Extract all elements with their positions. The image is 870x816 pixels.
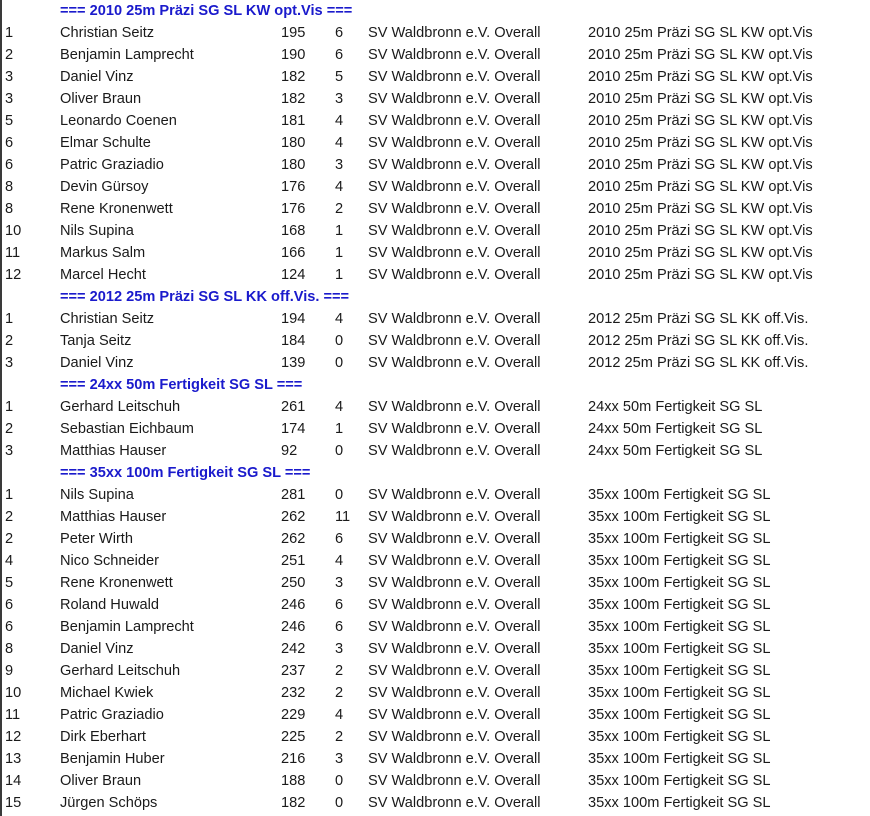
result-row	[0, 264, 870, 286]
rank-cell: 6	[5, 135, 14, 151]
rank-cell: 10	[5, 223, 22, 239]
count-cell: 6	[335, 47, 344, 63]
count-cell: 4	[335, 179, 344, 195]
result-row	[0, 242, 870, 264]
discipline-cell: 35xx 100m Fertigkeit SG SL	[588, 663, 771, 679]
count-cell: 2	[335, 201, 344, 217]
result-row	[0, 88, 870, 110]
club-cell: SV Waldbronn e.V. Overall	[368, 575, 541, 591]
shooter-name: Dirk Eberhart	[60, 729, 146, 745]
discipline-cell: 2010 25m Präzi SG SL KW opt.Vis	[588, 245, 813, 261]
discipline-cell: 2010 25m Präzi SG SL KW opt.Vis	[588, 113, 813, 129]
rank-cell: 6	[5, 619, 14, 635]
club-cell: SV Waldbronn e.V. Overall	[368, 751, 541, 767]
count-cell: 0	[335, 355, 344, 371]
rank-cell: 4	[5, 553, 14, 569]
score-cell: 262	[281, 509, 306, 525]
rank-cell: 2	[5, 333, 14, 349]
count-cell: 2	[335, 663, 344, 679]
rank-cell: 12	[5, 729, 22, 745]
club-cell: SV Waldbronn e.V. Overall	[368, 135, 541, 151]
club-cell: SV Waldbronn e.V. Overall	[368, 399, 541, 415]
shooter-name: Roland Huwald	[60, 597, 159, 613]
rank-cell: 1	[5, 399, 14, 415]
club-cell: SV Waldbronn e.V. Overall	[368, 487, 541, 503]
result-row	[0, 638, 870, 660]
score-cell: 232	[281, 685, 306, 701]
discipline-cell: 24xx 50m Fertigkeit SG SL	[588, 421, 763, 437]
discipline-cell: 35xx 100m Fertigkeit SG SL	[588, 795, 771, 811]
count-cell: 0	[335, 773, 344, 789]
shooter-name: Daniel Vinz	[60, 355, 134, 371]
count-cell: 0	[335, 487, 344, 503]
shooter-name: Benjamin Lamprecht	[60, 47, 194, 63]
club-cell: SV Waldbronn e.V. Overall	[368, 223, 541, 239]
discipline-cell: 35xx 100m Fertigkeit SG SL	[588, 729, 771, 745]
rank-cell: 5	[5, 575, 14, 591]
score-cell: 182	[281, 91, 306, 107]
count-cell: 4	[335, 135, 344, 151]
score-cell: 281	[281, 487, 306, 503]
rank-cell: 2	[5, 421, 14, 437]
discipline-cell: 2010 25m Präzi SG SL KW opt.Vis	[588, 267, 813, 283]
result-row	[0, 770, 870, 792]
shooter-name: Nico Schneider	[60, 553, 159, 569]
rank-cell: 10	[5, 685, 22, 701]
score-cell: 181	[281, 113, 306, 129]
count-cell: 3	[335, 641, 344, 657]
rank-cell: 2	[5, 509, 14, 525]
discipline-cell: 35xx 100m Fertigkeit SG SL	[588, 531, 771, 547]
count-cell: 4	[335, 113, 344, 129]
score-cell: 190	[281, 47, 306, 63]
result-row	[0, 748, 870, 770]
discipline-cell: 35xx 100m Fertigkeit SG SL	[588, 619, 771, 635]
rank-cell: 1	[5, 311, 14, 327]
club-cell: SV Waldbronn e.V. Overall	[368, 179, 541, 195]
section-title: === 24xx 50m Fertigkeit SG SL ===	[60, 377, 303, 393]
shooter-name: Gerhard Leitschuh	[60, 663, 181, 679]
count-cell: 3	[335, 751, 344, 767]
rank-cell: 11	[5, 245, 21, 261]
result-row	[0, 132, 870, 154]
club-cell: SV Waldbronn e.V. Overall	[368, 69, 541, 85]
rank-cell: 12	[5, 267, 22, 283]
club-cell: SV Waldbronn e.V. Overall	[368, 619, 541, 635]
shooter-name: Matthias Hauser	[60, 509, 167, 525]
discipline-cell: 2010 25m Präzi SG SL KW opt.Vis	[588, 47, 813, 63]
result-row	[0, 220, 870, 242]
rank-cell: 5	[5, 113, 14, 129]
count-cell: 1	[335, 267, 344, 283]
club-cell: SV Waldbronn e.V. Overall	[368, 267, 541, 283]
club-cell: SV Waldbronn e.V. Overall	[368, 245, 541, 261]
result-row	[0, 154, 870, 176]
score-cell: 180	[281, 135, 306, 151]
club-cell: SV Waldbronn e.V. Overall	[368, 201, 541, 217]
result-row	[0, 44, 870, 66]
shooter-name: Rene Kronenwett	[60, 575, 173, 591]
result-row	[0, 616, 870, 638]
result-row	[0, 198, 870, 220]
count-cell: 6	[335, 597, 344, 613]
result-row	[0, 594, 870, 616]
score-cell: 180	[281, 157, 306, 173]
shooter-name: Oliver Braun	[60, 91, 142, 107]
club-cell: SV Waldbronn e.V. Overall	[368, 795, 541, 811]
score-cell: 166	[281, 245, 306, 261]
shooter-name: Nils Supina	[60, 223, 134, 239]
club-cell: SV Waldbronn e.V. Overall	[368, 47, 541, 63]
club-cell: SV Waldbronn e.V. Overall	[368, 531, 541, 547]
score-cell: 261	[281, 399, 306, 415]
discipline-cell: 2010 25m Präzi SG SL KW opt.Vis	[588, 91, 813, 107]
result-row	[0, 572, 870, 594]
rank-cell: 2	[5, 47, 14, 63]
shooter-name: Gerhard Leitschuh	[60, 399, 181, 415]
count-cell: 0	[335, 795, 344, 811]
shooter-name: Benjamin Lamprecht	[60, 619, 194, 635]
count-cell: 5	[335, 69, 344, 85]
club-cell: SV Waldbronn e.V. Overall	[368, 113, 541, 129]
discipline-cell: 2012 25m Präzi SG SL KK off.Vis.	[588, 355, 809, 371]
club-cell: SV Waldbronn e.V. Overall	[368, 421, 541, 437]
rank-cell: 14	[5, 773, 22, 789]
shooter-name: Marcel Hecht	[60, 267, 146, 283]
score-cell: 176	[281, 201, 306, 217]
result-row	[0, 550, 870, 572]
count-cell: 11	[335, 509, 351, 525]
score-cell: 182	[281, 795, 306, 811]
discipline-cell: 35xx 100m Fertigkeit SG SL	[588, 707, 771, 723]
discipline-cell: 2010 25m Präzi SG SL KW opt.Vis	[588, 69, 813, 85]
shooter-name: Jürgen Schöps	[60, 795, 158, 811]
shooter-name: Michael Kwiek	[60, 685, 154, 701]
section-header	[0, 462, 870, 484]
shooter-name: Oliver Braun	[60, 773, 142, 789]
result-row	[0, 528, 870, 550]
count-cell: 1	[335, 245, 344, 261]
result-row	[0, 792, 870, 814]
shooter-name: Elmar Schulte	[60, 135, 151, 151]
score-cell: 182	[281, 69, 306, 85]
result-row	[0, 22, 870, 44]
section-title: === 2010 25m Präzi SG SL KW opt.Vis ===	[60, 3, 353, 19]
club-cell: SV Waldbronn e.V. Overall	[368, 355, 541, 371]
count-cell: 4	[335, 553, 344, 569]
discipline-cell: 35xx 100m Fertigkeit SG SL	[588, 487, 771, 503]
club-cell: SV Waldbronn e.V. Overall	[368, 707, 541, 723]
club-cell: SV Waldbronn e.V. Overall	[368, 311, 541, 327]
result-row	[0, 308, 870, 330]
score-cell: 225	[281, 729, 306, 745]
result-row	[0, 660, 870, 682]
rank-cell: 6	[5, 597, 14, 613]
rank-cell: 8	[5, 179, 14, 195]
result-row	[0, 506, 870, 528]
score-cell: 229	[281, 707, 306, 723]
club-cell: SV Waldbronn e.V. Overall	[368, 597, 541, 613]
score-cell: 124	[281, 267, 306, 283]
score-cell: 246	[281, 597, 306, 613]
count-cell: 3	[335, 575, 344, 591]
count-cell: 4	[335, 707, 344, 723]
result-row	[0, 396, 870, 418]
rank-cell: 13	[5, 751, 22, 767]
result-row	[0, 418, 870, 440]
club-cell: SV Waldbronn e.V. Overall	[368, 25, 541, 41]
shooter-name: Rene Kronenwett	[60, 201, 173, 217]
score-cell: 251	[281, 553, 306, 569]
discipline-cell: 2012 25m Präzi SG SL KK off.Vis.	[588, 333, 809, 349]
score-cell: 246	[281, 619, 306, 635]
shooter-name: Patric Graziadio	[60, 157, 164, 173]
shooter-name: Patric Graziadio	[60, 707, 164, 723]
score-cell: 242	[281, 641, 306, 657]
count-cell: 2	[335, 685, 344, 701]
count-cell: 6	[335, 25, 344, 41]
section-title: === 2012 25m Präzi SG SL KK off.Vis. ===	[60, 289, 350, 305]
rank-cell: 1	[5, 25, 14, 41]
club-cell: SV Waldbronn e.V. Overall	[368, 641, 541, 657]
discipline-cell: 35xx 100m Fertigkeit SG SL	[588, 509, 771, 525]
shooter-name: Sebastian Eichbaum	[60, 421, 194, 437]
club-cell: SV Waldbronn e.V. Overall	[368, 773, 541, 789]
discipline-cell: 2010 25m Präzi SG SL KW opt.Vis	[588, 135, 813, 151]
discipline-cell: 35xx 100m Fertigkeit SG SL	[588, 575, 771, 591]
rank-cell: 1	[5, 487, 14, 503]
count-cell: 0	[335, 443, 344, 459]
count-cell: 6	[335, 531, 344, 547]
discipline-cell: 35xx 100m Fertigkeit SG SL	[588, 553, 771, 569]
count-cell: 3	[335, 157, 344, 173]
club-cell: SV Waldbronn e.V. Overall	[368, 553, 541, 569]
score-cell: 195	[281, 25, 306, 41]
rank-cell: 15	[5, 795, 22, 811]
club-cell: SV Waldbronn e.V. Overall	[368, 443, 541, 459]
result-row	[0, 704, 870, 726]
shooter-name: Christian Seitz	[60, 25, 155, 41]
count-cell: 0	[335, 333, 344, 349]
score-cell: 237	[281, 663, 306, 679]
section-title: === 35xx 100m Fertigkeit SG SL ===	[60, 465, 311, 481]
rank-cell: 6	[5, 157, 14, 173]
rank-cell: 8	[5, 201, 14, 217]
discipline-cell: 35xx 100m Fertigkeit SG SL	[588, 641, 771, 657]
club-cell: SV Waldbronn e.V. Overall	[368, 333, 541, 349]
count-cell: 4	[335, 399, 344, 415]
club-cell: SV Waldbronn e.V. Overall	[368, 157, 541, 173]
discipline-cell: 35xx 100m Fertigkeit SG SL	[588, 597, 771, 613]
result-row	[0, 66, 870, 88]
club-cell: SV Waldbronn e.V. Overall	[368, 729, 541, 745]
club-cell: SV Waldbronn e.V. Overall	[368, 685, 541, 701]
result-row	[0, 330, 870, 352]
score-cell: 188	[281, 773, 306, 789]
rank-cell: 11	[5, 707, 21, 723]
count-cell: 3	[335, 91, 344, 107]
club-cell: SV Waldbronn e.V. Overall	[368, 663, 541, 679]
discipline-cell: 2010 25m Präzi SG SL KW opt.Vis	[588, 25, 813, 41]
rank-cell: 3	[5, 69, 14, 85]
club-cell: SV Waldbronn e.V. Overall	[368, 91, 541, 107]
rank-cell: 3	[5, 91, 14, 107]
discipline-cell: 2010 25m Präzi SG SL KW opt.Vis	[588, 179, 813, 195]
score-cell: 216	[281, 751, 306, 767]
shooter-name: Daniel Vinz	[60, 641, 134, 657]
result-row	[0, 682, 870, 704]
section-header	[0, 286, 870, 308]
score-cell: 194	[281, 311, 306, 327]
shooter-name: Benjamin Huber	[60, 751, 165, 767]
shooter-name: Tanja Seitz	[60, 333, 132, 349]
score-cell: 184	[281, 333, 306, 349]
result-row	[0, 440, 870, 462]
shooter-name: Leonardo Coenen	[60, 113, 177, 129]
club-cell: SV Waldbronn e.V. Overall	[368, 509, 541, 525]
rank-cell: 3	[5, 443, 14, 459]
score-cell: 168	[281, 223, 306, 239]
score-cell: 174	[281, 421, 306, 437]
score-cell: 139	[281, 355, 306, 371]
count-cell: 1	[335, 421, 344, 437]
discipline-cell: 2010 25m Präzi SG SL KW opt.Vis	[588, 223, 813, 239]
count-cell: 1	[335, 223, 344, 239]
discipline-cell: 2010 25m Präzi SG SL KW opt.Vis	[588, 157, 813, 173]
shooter-name: Devin Gürsoy	[60, 179, 149, 195]
discipline-cell: 24xx 50m Fertigkeit SG SL	[588, 443, 763, 459]
score-cell: 250	[281, 575, 306, 591]
result-row	[0, 110, 870, 132]
shooter-name: Peter Wirth	[60, 531, 133, 547]
score-cell: 262	[281, 531, 306, 547]
shooter-name: Christian Seitz	[60, 311, 155, 327]
section-header	[0, 0, 870, 22]
count-cell: 6	[335, 619, 344, 635]
discipline-cell: 35xx 100m Fertigkeit SG SL	[588, 685, 771, 701]
discipline-cell: 2010 25m Präzi SG SL KW opt.Vis	[588, 201, 813, 217]
rank-cell: 3	[5, 355, 14, 371]
result-row	[0, 176, 870, 198]
rank-cell: 8	[5, 641, 14, 657]
shooter-name: Nils Supina	[60, 487, 134, 503]
shooter-name: Daniel Vinz	[60, 69, 134, 85]
score-cell: 176	[281, 179, 306, 195]
count-cell: 4	[335, 311, 344, 327]
discipline-cell: 24xx 50m Fertigkeit SG SL	[588, 399, 763, 415]
discipline-cell: 2012 25m Präzi SG SL KK off.Vis.	[588, 311, 809, 327]
section-header	[0, 374, 870, 396]
shooter-name: Markus Salm	[60, 245, 146, 261]
result-row	[0, 726, 870, 748]
result-row	[0, 352, 870, 374]
shooter-name: Matthias Hauser	[60, 443, 167, 459]
rank-cell: 9	[5, 663, 14, 679]
count-cell: 2	[335, 729, 344, 745]
rank-cell: 2	[5, 531, 14, 547]
discipline-cell: 35xx 100m Fertigkeit SG SL	[588, 751, 771, 767]
score-cell: 92	[281, 443, 298, 459]
discipline-cell: 35xx 100m Fertigkeit SG SL	[588, 773, 771, 789]
result-row	[0, 484, 870, 506]
